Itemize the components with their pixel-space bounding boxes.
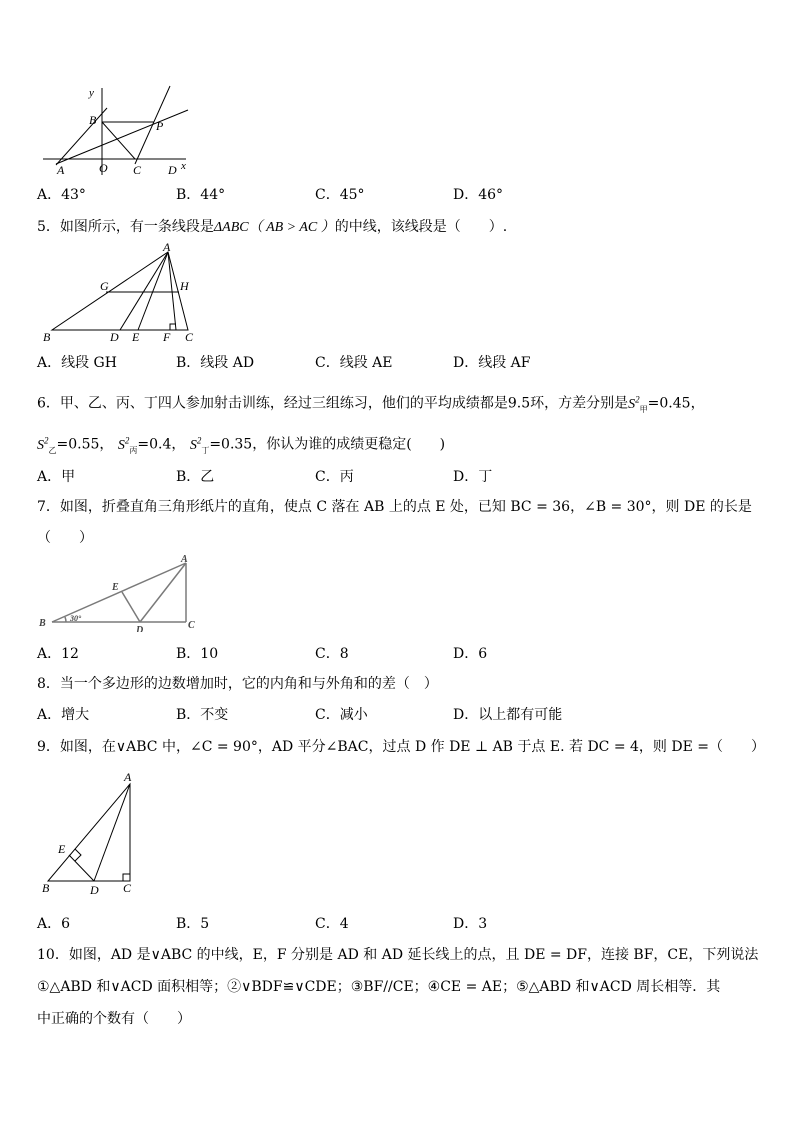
label-B: B [43,330,51,344]
label-C: C [123,881,132,895]
q6-s-jia-value: =0.45， [647,395,705,412]
segment-AD [94,784,130,881]
q6-stem-text: 6．甲、乙、丙、丁四人参加射击训练，经过三组练习，他们的平均成绩都是9.5环，方差分别是 [37,395,629,412]
q5-figure [38,240,198,344]
q6-s-ding-value: =0.35，你认为谁的成绩更稳定( ) [209,436,446,453]
segment-ED [122,592,140,622]
q6-s-yi-value: =0.55， [56,436,114,453]
q6-option-a[interactable]: A．甲 [37,469,76,485]
q6-s-ding: $S^2_丁$ [189,435,210,455]
label-A: A [163,240,171,254]
q7-figure [36,552,206,632]
segment-AD [120,252,168,330]
q9-figure [38,768,148,898]
q10-line3: 中正确的个数有（ ） [37,1011,191,1027]
q6-s-jia: $S^2_甲$ [628,394,648,414]
q4-option-b[interactable]: B．44° [176,187,226,203]
segment-PC [135,86,170,164]
segment-DE [69,855,94,881]
q5-option-c[interactable]: C．线段 AE [315,355,393,371]
label-A: A [124,770,132,784]
q6-s-yi: $S^2_乙$ [37,435,57,455]
q5-option-d[interactable]: D．线段 AF [453,355,531,371]
q9-option-d[interactable]: D．3 [453,916,488,932]
label-C: C [188,620,195,631]
q9-option-b[interactable]: B．5 [176,916,210,932]
label-F: F [163,330,171,344]
label-O: O [99,161,108,175]
q7-stem-paren: （ ） [37,530,93,546]
q6-line1 [37,389,705,419]
q6-sub-bing: 丙 [129,445,138,455]
label-D: D [90,883,99,897]
q4-option-d[interactable]: D．46° [453,187,504,203]
q8-stem: 8．当一个多边形的边数增加时，它的内角和与外角和的差（ ） [37,676,438,692]
label-E: E [112,582,119,593]
q7-option-a[interactable]: A．12 [37,646,79,662]
q5-stem-text-a: 5．如图所示，有一条线段是 [37,219,214,235]
q10-line2: ①△ABD 和∨ACD 面积相等；②∨BDF≌∨CDE；③BF//CE；④CE = AE；⑤△ABD 和∨ACD 周长相等．其 [37,979,721,995]
q7-stem: 7．如图，折叠直角三角形纸片的直角，使点 C 落在 AB 上的点 E 处，已知 BC = 36，∠B = 30°，则 DE 的长是 [37,499,752,515]
q5-stem-math: ΔABC（ AB > AC ） [213,220,335,235]
line-AP [56,110,188,164]
label-D: D [168,163,177,177]
label-B: B [89,113,97,127]
q6-s-bing: $S^2_丙$ [117,435,138,455]
segment-AD [140,563,186,622]
label-E: E [58,842,66,856]
label-G: G [100,279,109,293]
right-angle-mark-C [123,874,130,881]
label-E: E [132,330,140,344]
label-D: D [136,625,144,632]
q6-s-bing-value: =0.4， [137,436,186,453]
label-H: H [180,279,189,293]
q5-option-b[interactable]: B．线段 AD [176,355,255,371]
label-P: P [156,119,164,133]
label-C: C [133,163,142,177]
q8-option-a[interactable]: A．增大 [37,707,90,723]
q5-stem-text-b: 的中线，该线段是（ ）. [334,219,508,235]
q6-sub-yi: 乙 [48,445,57,455]
segment-AF [168,252,176,330]
q4-option-a[interactable]: A．43° [37,187,86,203]
q6-sub-jia: 甲 [639,404,648,414]
line-AB [56,108,107,165]
q6-sub-ding: 丁 [201,445,210,455]
segment-BC [102,122,135,159]
q5-stem [37,217,507,238]
right-angle-mark-E [75,849,81,861]
q9-option-a[interactable]: A．6 [37,916,71,932]
q4-option-c[interactable]: C．45° [315,187,365,203]
label-A: A [57,163,65,177]
q9-option-c[interactable]: C．4 [315,916,349,932]
triangle-ABC [52,252,188,330]
label-B: B [39,618,46,629]
q10-line1: 10．如图，AD 是∨ABC 的中线，E，F 分别是 AD 和 AD 延长线上的点，且 DE = DF，连接 BF，CE，下列说法 [37,947,759,963]
segment-AE [138,252,168,330]
q6-option-c[interactable]: C．丙 [315,469,354,485]
q8-option-b[interactable]: B．不变 [176,707,229,723]
q9-stem: 9．如图，在∨ABC 中，∠C = 90°，AD 平分∠BAC，过点 D 作 DE ⊥ AB 于点 E. 若 DC = 4，则 DE =（ ） [37,739,765,755]
label-C: C [185,330,194,344]
q8-option-c[interactable]: C．减小 [315,707,368,723]
q8-option-d[interactable]: D．以上都有可能 [453,707,563,723]
label-D: D [110,330,119,344]
q7-option-d[interactable]: D．6 [453,646,488,662]
q6-option-d[interactable]: D．丁 [453,469,493,485]
label-A: A [181,554,188,565]
label-x: x [181,160,186,172]
label-y: y [89,87,94,99]
q5-option-a[interactable]: A．线段 GH [37,355,117,371]
q4-figure [38,84,198,178]
q6-option-b[interactable]: B．乙 [176,469,215,485]
q7-option-b[interactable]: B．10 [176,646,219,662]
q7-option-c[interactable]: C．8 [315,646,349,662]
q6-line2 [37,430,445,460]
triangle-ABC [48,784,130,881]
label-B: B [42,881,50,895]
label-angle-30: 30° [70,614,82,623]
